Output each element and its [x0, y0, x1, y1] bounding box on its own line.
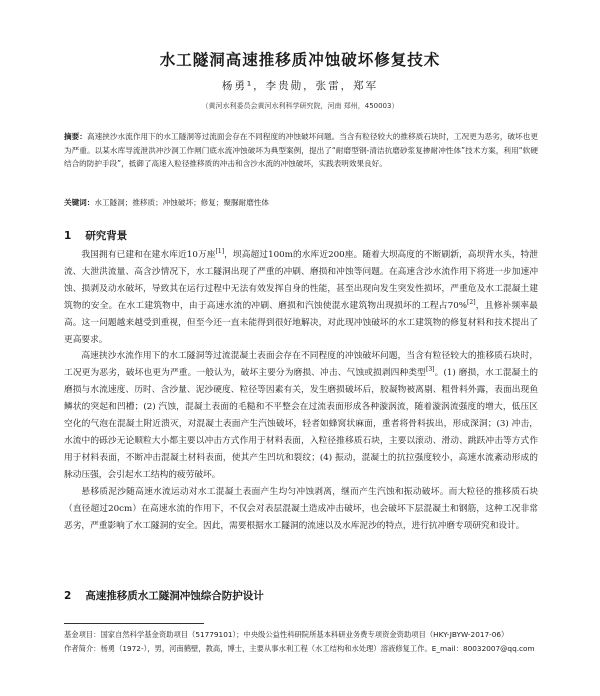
- paper-authors: 杨勇¹，李贵勋，张雷，郑军: [221, 80, 379, 92]
- paragraph-2-text-b: 。(1) 磨损，水工混凝土的磨损与水流速度、历时、含沙量、泥沙硬度、粒径等因素有关，发生磨损破坏后，胶凝物被离剔、粗骨料外露，表面出现鱼鳞状的突起和凹槽；(2) 汽蚀，混凝土表面的毛糙和不平整会在过流表面形成各种漩涡流，随着漩涡流强度的增大，低压区空化的气泡在混凝土附近溃灭，对混凝土表面产生汽蚀破坏，轻者如蜂窝状麻面，重者将骨料拔出，形成深洞；(3) 冲击，水流中的砾沙无论顺粒大小都主要以冲击方式作用于材料表面，入粒径推移质石块，主要以滚动、滑动、跳跃冲击等方式作用于材料表面，不断冲击混凝土材料表面，使其产生凹坑和裂纹；(4) 振动，混凝土的抗拉强度较小，高速水流紊动形成的脉动压强，会引起水工结构的疲劳破坏。: [64, 368, 538, 480]
- section-1-title: 研究背景: [85, 230, 128, 242]
- paragraph-1-text-a: 我国拥有已建和在建水库近10万座: [81, 250, 216, 260]
- abstract: [64, 130, 538, 171]
- footnote: [64, 628, 538, 656]
- paper-affiliation: （黄河水利委员会黄河水利科学研究院，河南 郑州，450003）: [201, 102, 399, 110]
- citation-1: [1]: [215, 248, 225, 256]
- paragraph-1: [64, 247, 538, 348]
- footnote-funding: 基金项目：国家自然科学基金资助项目（51779101）；中央级公益性科研院所基本科研业务费专项资金资助项目（HKY-JBYW-2017-06）: [64, 630, 509, 639]
- section-2-heading: [64, 588, 264, 603]
- keywords-label: 关键词：: [64, 198, 95, 207]
- footnote-author: [64, 642, 538, 656]
- paragraph-2-text-a: 高速挟沙水流作用下的水工隧洞等过流混凝土表面会存在不同程度的冲蚀破坏问题，当含有粒径较大的推移质石块时，工况更为恶劣，破坏也更为严重。一般认为，破坏主要分为磨损、冲击、气蚀或损剥四种类型: [64, 351, 538, 379]
- footnote-author-email: 80032007@qq.com: [463, 644, 535, 654]
- paragraph-3: 悬移质泥沙随高速水流运动对水工混凝土表面产生均匀冲蚀剥离，继而产生汽蚀和振动破坏。而大粒径的推移质石块（直径超过20cm）在高速水流的作用下，不仅会对表层混凝土造成冲击破坏，也会破坏下层混凝土和钢筋，这种工况非常恶劣，严重影响了水工隧洞的安全。因此，需要根据水工隧洞的流速以及水库泥沙的特点，进行抗冲磨专项研究和设计。: [64, 486, 538, 531]
- section-1-number: 1: [64, 230, 72, 242]
- section-1-heading: [64, 228, 127, 243]
- paragraph-2: [64, 348, 538, 483]
- paper-title: 水工隧洞高速推移质冲蚀破坏修复技术: [159, 50, 441, 69]
- abstract-label: 摘要：: [64, 132, 87, 141]
- citation-2: [2]: [467, 298, 476, 306]
- keywords-text: 水工隧洞；推移质；冲蚀破坏；修复；聚脲耐磨性体: [94, 198, 270, 207]
- section-2-number: 2: [64, 590, 72, 602]
- section-1-body: [64, 247, 538, 534]
- paragraph-1-text-c: ，且修补频率最高。这一问题越来越受到重视，但至今还一直未能得到很好地解决，对此现冲蚀破坏的水工建筑物的修复材料和技术提出了更高要求。: [64, 300, 538, 345]
- citation-3: [3]: [426, 366, 435, 374]
- paragraph-1-text-b: ，坝高超过100m的水库近200座。随着大坝高度的不断刷新，高坝背水头，特泄流、大泄洪流量、高含沙情况下，水工隧洞出现了严重的冲刷、磨损和冲蚀等问题。在高速含沙水流作用下将进一步加速冲蚀、损剥及动水破坏，导致其在运行过程中无法有效发挥自身的性能，甚至出现向发生突发性损坏，严重危及水工混凝土建筑物的安全。在水工建筑物中，由于高速水流的冲刷、磨损和汽蚀使混水建筑物出现损坏的工程占70%: [64, 250, 538, 311]
- section-2-title: 高速推移质水工隧洞冲蚀综合防护设计: [85, 590, 264, 602]
- footnote-author-text: 作者简介：杨勇（1972-），男，河南鹤壁，教高，博士，主要从事水利工程（水工结构和水处理）溶液修复工作。E_mail：: [64, 644, 463, 654]
- footnote-divider: [64, 623, 204, 624]
- abstract-text: 高速挟沙水流作用下的水工隧洞等过流面会存在不同程度的冲蚀破坏问题。当含有粒径较大的推移质石块时，工况更为恶劣，破坏也更为严重。以某水库导流泄洪冲沙洞工作闸门底水流冲蚀破坏为典型案例，提出了“耐磨型钢-清洁抗磨砂浆复掺耐冲性体”技术方案，利用“软硬结合的防护手段”，抵御了高速入粒径推移质的冲击和含沙水流的冲蚀破坏，实践表明效果良好。: [64, 132, 539, 169]
- keywords: [64, 197, 538, 208]
